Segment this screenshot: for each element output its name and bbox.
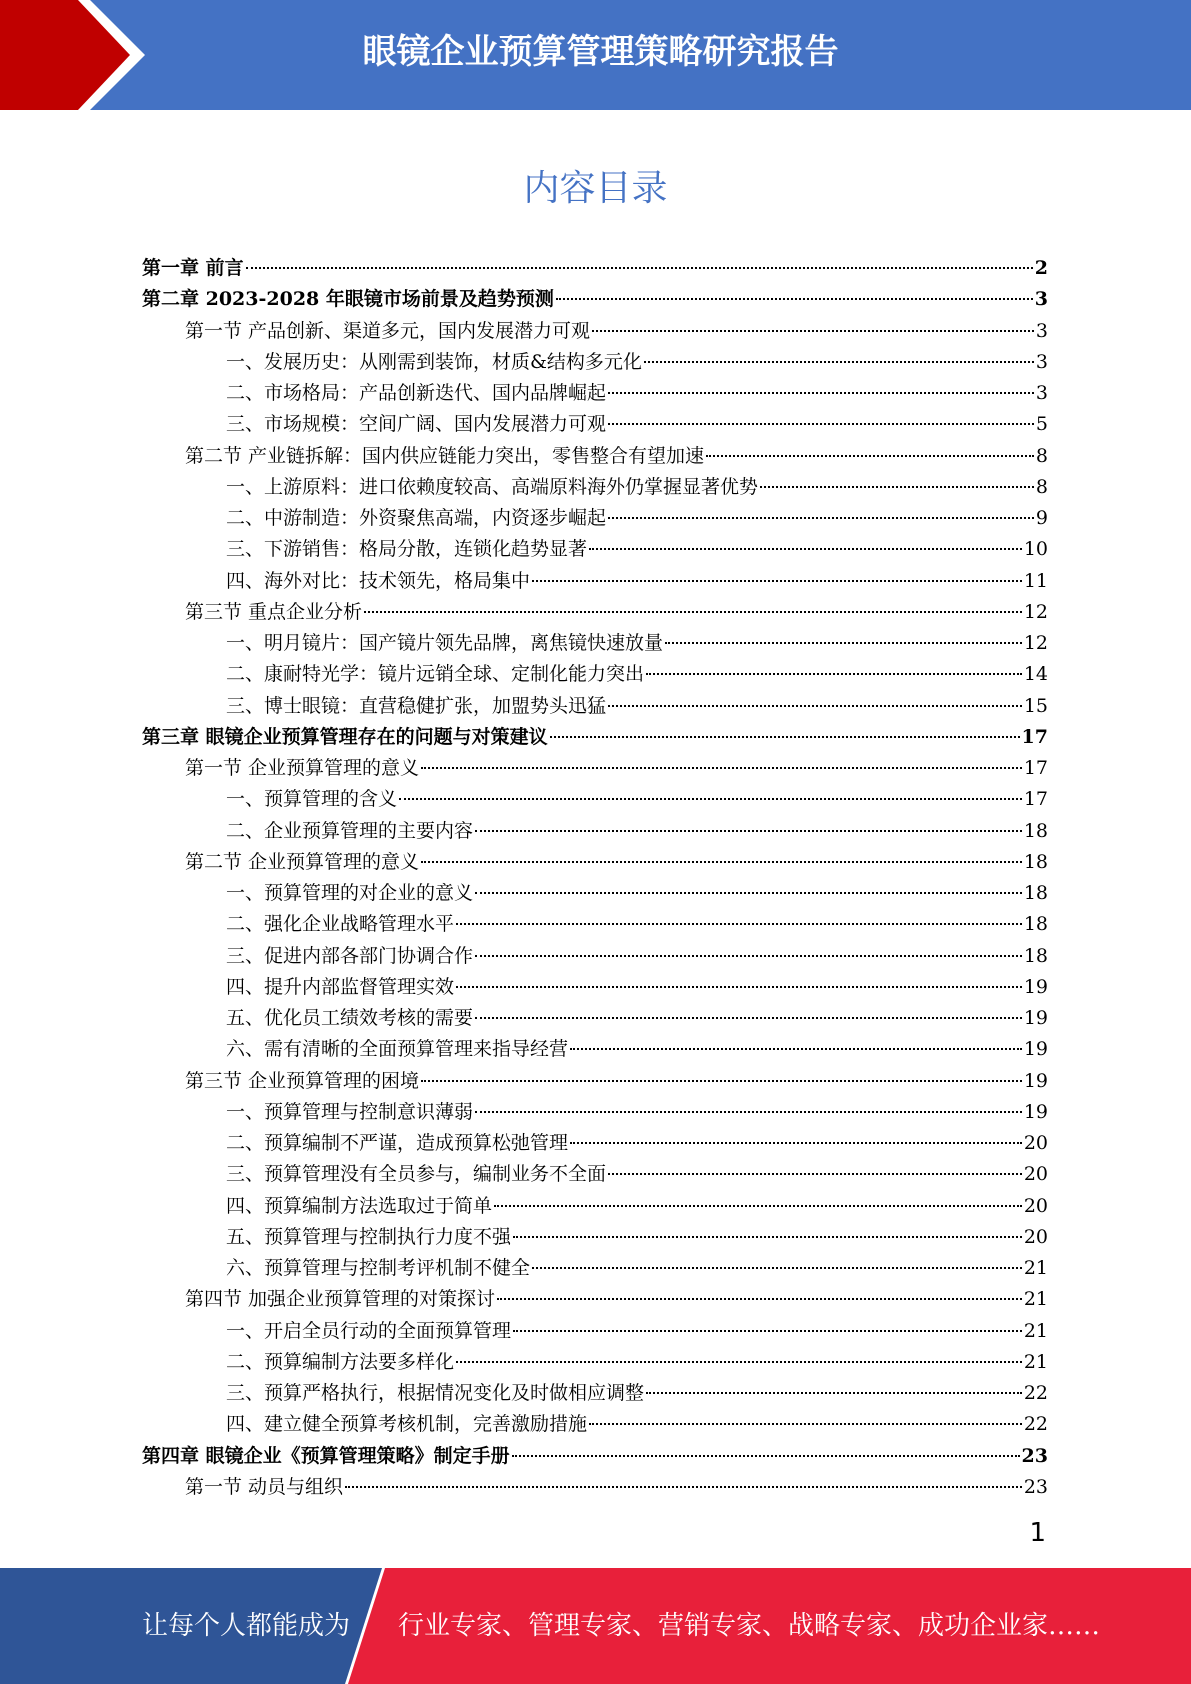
toc-entry[interactable] xyxy=(142,878,1048,909)
toc-entry[interactable] xyxy=(142,816,1048,847)
toc-entry-page: 14 xyxy=(1023,663,1048,686)
toc-entry-page: 15 xyxy=(1023,694,1048,717)
toc-dot-leader xyxy=(532,580,1022,582)
toc-entry-label: 三、下游销售：格局分散，连锁化趋势显著 xyxy=(226,538,588,561)
toc-entry[interactable] xyxy=(142,1066,1048,1097)
toc-entry-page: 10 xyxy=(1023,538,1048,561)
toc-entry-label: 二、企业预算管理的主要内容 xyxy=(226,819,474,842)
toc-entry-page: 18 xyxy=(1023,850,1048,873)
toc-entry-label: 二、预算编制不严谨，造成预算松弛管理 xyxy=(226,1132,569,1154)
toc-entry[interactable] xyxy=(142,691,1048,722)
toc-entry-label: 二、市场格局：产品创新迭代、国内品牌崛起 xyxy=(226,382,607,404)
toc-entry-label: 第四节 加强企业预算管理的对策探讨 xyxy=(185,1288,496,1311)
toc-entry-label: 四、提升内部监督管理实效 xyxy=(226,975,455,998)
toc-dot-leader xyxy=(475,892,1022,894)
toc-dot-leader xyxy=(475,1111,1022,1113)
toc-entry-label: 第三节 重点企业分析 xyxy=(185,600,363,623)
toc-entry[interactable] xyxy=(142,534,1048,565)
toc-entry-page: 19 xyxy=(1023,1007,1048,1029)
toc-entry-page: 20 xyxy=(1023,1132,1048,1154)
toc-entry-page: 12 xyxy=(1023,632,1048,654)
toc-entry-page: 18 xyxy=(1023,913,1048,936)
toc-entry-label: 六、预算管理与控制考评机制不健全 xyxy=(226,1257,531,1279)
toc-entry[interactable] xyxy=(142,1097,1048,1128)
toc-entry-label: 四、预算编制方法选取过于简单 xyxy=(226,1194,493,1217)
toc-entry-page: 3 xyxy=(1035,350,1048,373)
toc-entry-page: 20 xyxy=(1023,1225,1048,1248)
toc-entry[interactable] xyxy=(142,253,1048,284)
toc-entry[interactable] xyxy=(142,1378,1048,1409)
toc-entry[interactable] xyxy=(142,753,1048,784)
toc-entry-page: 18 xyxy=(1023,882,1048,904)
header-banner xyxy=(0,0,1191,110)
toc-dot-leader xyxy=(665,642,1022,644)
toc-dot-leader xyxy=(494,1205,1022,1207)
toc-entry-page: 18 xyxy=(1023,819,1048,842)
table-of-contents xyxy=(142,253,1048,1503)
toc-entry[interactable] xyxy=(142,628,1048,659)
toc-entry-label: 一、发展历史：从刚需到装饰，材质&结构多元化 xyxy=(226,350,642,373)
toc-entry-page: 12 xyxy=(1023,600,1048,623)
toc-entry-page: 21 xyxy=(1023,1319,1048,1342)
toc-dot-leader xyxy=(589,548,1022,550)
toc-dot-leader xyxy=(550,736,1020,738)
toc-entry-label: 第一章 前言 xyxy=(142,257,244,279)
toc-dot-leader xyxy=(570,1048,1022,1050)
toc-entry-page: 3 xyxy=(1035,319,1048,342)
toc-entry-page: 2 xyxy=(1034,257,1048,279)
toc-entry-page: 21 xyxy=(1023,1288,1048,1311)
toc-entry-label: 二、预算编制方法要多样化 xyxy=(226,1350,455,1373)
toc-entry[interactable] xyxy=(142,972,1048,1003)
toc-entry-label: 第一节 企业预算管理的意义 xyxy=(185,757,420,779)
toc-entry[interactable] xyxy=(142,1284,1048,1315)
toc-entry[interactable] xyxy=(142,316,1048,347)
toc-entry-label: 第二节 产业链拆解：国内供应链能力突出，零售整合有望加速 xyxy=(185,444,705,467)
toc-entry-page: 22 xyxy=(1023,1413,1048,1436)
toc-title: 内容目录 xyxy=(523,168,668,209)
toc-entry-page: 19 xyxy=(1023,1100,1048,1123)
toc-dot-leader xyxy=(532,1267,1022,1269)
toc-entry[interactable] xyxy=(142,597,1048,628)
toc-entry[interactable] xyxy=(142,472,1048,503)
toc-entry-label: 一、开启全员行动的全面预算管理 xyxy=(226,1319,512,1342)
toc-entry-label: 一、预算管理的含义 xyxy=(226,788,398,811)
toc-entry[interactable] xyxy=(142,1347,1048,1378)
toc-dot-leader xyxy=(512,1455,1020,1457)
toc-entry[interactable] xyxy=(142,409,1048,440)
toc-dot-leader xyxy=(608,392,1034,394)
toc-entry-label: 三、市场规模：空间广阔、国内发展潜力可观 xyxy=(226,413,607,436)
toc-entry-label: 第一节 产品创新、渠道多元，国内发展潜力可观 xyxy=(185,319,591,342)
toc-entry-label: 二、强化企业战略管理水平 xyxy=(226,913,455,936)
toc-entry[interactable] xyxy=(142,1222,1048,1253)
toc-entry-label: 一、明月镜片：国产镜片领先品牌，离焦镜快速放量 xyxy=(226,632,664,654)
toc-entry-page: 5 xyxy=(1035,413,1048,436)
footer-banner xyxy=(0,1568,1191,1684)
toc-entry-label: 第三节 企业预算管理的困境 xyxy=(185,1069,420,1092)
toc-entry-page: 17 xyxy=(1023,757,1048,779)
toc-entry[interactable] xyxy=(142,1441,1048,1472)
toc-entry-page: 20 xyxy=(1023,1163,1048,1186)
toc-entry[interactable] xyxy=(142,566,1048,597)
toc-entry-page: 17 xyxy=(1023,788,1048,811)
toc-entry[interactable] xyxy=(142,784,1048,815)
toc-entry[interactable] xyxy=(142,1034,1048,1065)
toc-dot-leader xyxy=(513,1330,1022,1332)
toc-dot-leader xyxy=(608,517,1034,519)
toc-entry[interactable] xyxy=(142,503,1048,534)
toc-entry[interactable] xyxy=(142,378,1048,409)
toc-dot-leader xyxy=(421,767,1022,769)
toc-entry-page: 3 xyxy=(1035,382,1048,404)
toc-dot-leader xyxy=(556,298,1033,300)
toc-entry[interactable] xyxy=(142,909,1048,940)
toc-dot-leader xyxy=(608,705,1022,707)
toc-entry-label: 五、优化员工绩效考核的需要 xyxy=(226,1007,474,1029)
toc-dot-leader xyxy=(644,361,1034,363)
toc-dot-leader xyxy=(513,1236,1022,1238)
toc-dot-leader xyxy=(497,1298,1022,1300)
toc-dot-leader xyxy=(646,673,1022,675)
toc-entry[interactable] xyxy=(142,1003,1048,1034)
toc-dot-leader xyxy=(421,861,1022,863)
toc-entry[interactable] xyxy=(142,1159,1048,1190)
toc-entry[interactable] xyxy=(142,1409,1048,1440)
toc-entry[interactable] xyxy=(142,1472,1048,1503)
toc-entry-label: 第二节 企业预算管理的意义 xyxy=(185,850,420,873)
toc-entry-page: 21 xyxy=(1023,1257,1048,1279)
toc-entry-label: 四、海外对比：技术领先，格局集中 xyxy=(226,569,531,592)
toc-entry-page: 8 xyxy=(1035,444,1048,467)
toc-dot-leader xyxy=(608,1173,1022,1175)
toc-entry-label: 第三章 眼镜企业预算管理存在的问题与对策建议 xyxy=(142,725,548,748)
toc-dot-leader xyxy=(760,486,1034,488)
toc-dot-leader xyxy=(456,923,1022,925)
toc-entry[interactable] xyxy=(142,441,1048,472)
toc-entry-page: 21 xyxy=(1023,1350,1048,1373)
toc-entry-label: 二、中游制造：外资聚焦高端，内资逐步崛起 xyxy=(226,507,607,529)
toc-entry-label: 二、康耐特光学：镜片远销全球、定制化能力突出 xyxy=(226,663,645,686)
toc-entry-page: 23 xyxy=(1021,1444,1048,1467)
toc-entry-label: 一、上游原料：进口依赖度较高、高端原料海外仍掌握显著优势 xyxy=(226,475,759,498)
footer-slogan-left: 让每个人都能成为 xyxy=(142,1611,351,1641)
toc-entry-label: 三、预算管理没有全员参与，编制业务不全面 xyxy=(226,1163,607,1186)
toc-entry-page: 3 xyxy=(1034,288,1048,311)
toc-entry[interactable] xyxy=(142,1191,1048,1222)
toc-entry-page: 19 xyxy=(1023,1069,1048,1092)
toc-entry[interactable] xyxy=(142,1316,1048,1347)
toc-entry-page: 19 xyxy=(1023,975,1048,998)
report-title: 眼镜企业预算管理策略研究报告 xyxy=(362,32,839,72)
toc-entry[interactable] xyxy=(142,941,1048,972)
toc-entry[interactable] xyxy=(142,1128,1048,1159)
toc-entry-page: 17 xyxy=(1021,725,1048,748)
toc-entry-page: 23 xyxy=(1023,1475,1048,1498)
toc-dot-leader xyxy=(706,455,1034,457)
toc-entry-page: 9 xyxy=(1035,507,1048,529)
toc-entry[interactable] xyxy=(142,847,1048,878)
toc-entry[interactable] xyxy=(142,722,1048,753)
toc-dot-leader xyxy=(246,267,1033,269)
toc-entry-page: 18 xyxy=(1023,944,1048,967)
toc-dot-leader xyxy=(646,1392,1022,1394)
toc-entry-label: 第一节 动员与组织 xyxy=(185,1475,344,1498)
toc-dot-leader xyxy=(592,330,1034,332)
toc-entry[interactable] xyxy=(142,284,1048,315)
toc-dot-leader xyxy=(570,1142,1022,1144)
toc-entry[interactable] xyxy=(142,1253,1048,1284)
toc-entry-label: 一、预算管理的对企业的意义 xyxy=(226,882,474,904)
toc-dot-leader xyxy=(345,1486,1022,1488)
toc-dot-leader xyxy=(608,423,1034,425)
toc-entry-label: 六、需有清晰的全面预算管理来指导经营 xyxy=(226,1038,569,1061)
toc-dot-leader xyxy=(456,986,1022,988)
toc-dot-leader xyxy=(399,798,1022,800)
footer-slogan-right: 行业专家、管理专家、营销专家、战略专家、成功企业家…… xyxy=(398,1611,1101,1641)
toc-dot-leader xyxy=(364,611,1022,613)
toc-entry-label: 第四章 眼镜企业《预算管理策略》制定手册 xyxy=(142,1444,510,1467)
toc-dot-leader xyxy=(589,1423,1022,1425)
toc-entry-label: 五、预算管理与控制执行力度不强 xyxy=(226,1225,512,1248)
toc-entry-label: 三、预算严格执行，根据情况变化及时做相应调整 xyxy=(226,1382,645,1404)
toc-dot-leader xyxy=(475,955,1022,957)
toc-entry-label: 一、预算管理与控制意识薄弱 xyxy=(226,1100,474,1123)
toc-dot-leader xyxy=(456,1361,1022,1363)
toc-entry-label: 四、建立健全预算考核机制，完善激励措施 xyxy=(226,1413,588,1436)
toc-entry[interactable] xyxy=(142,347,1048,378)
toc-entry-label: 三、促进内部各部门协调合作 xyxy=(226,944,474,967)
toc-entry-page: 19 xyxy=(1023,1038,1048,1061)
toc-entry-page: 11 xyxy=(1023,569,1048,592)
toc-entry-page: 22 xyxy=(1023,1382,1048,1404)
toc-dot-leader xyxy=(475,830,1022,832)
toc-entry-page: 20 xyxy=(1023,1194,1048,1217)
page-number: 1 xyxy=(1029,1518,1046,1548)
toc-entry-label: 第二章 2023-2028 年眼镜市场前景及趋势预测 xyxy=(142,288,554,311)
toc-entry-label: 三、博士眼镜：直营稳健扩张，加盟势头迅猛 xyxy=(226,694,607,717)
toc-entry-page: 8 xyxy=(1035,475,1048,498)
toc-entry[interactable] xyxy=(142,659,1048,690)
toc-dot-leader xyxy=(475,1017,1022,1019)
toc-dot-leader xyxy=(421,1080,1022,1082)
